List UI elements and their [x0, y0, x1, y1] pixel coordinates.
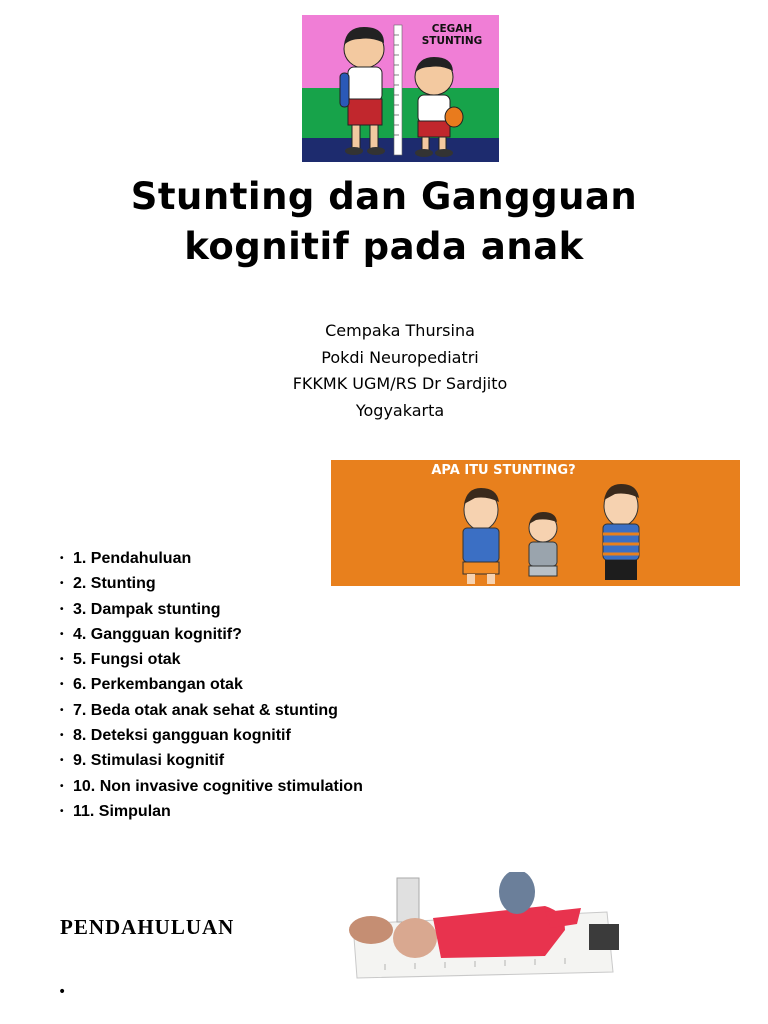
outline-item — [60, 698, 363, 723]
bullet-icon: • — [60, 654, 64, 666]
bullet-icon: • — [60, 603, 64, 615]
bullet-icon: • — [60, 679, 64, 691]
title-line1: Stunting dan Gangguan — [130, 175, 638, 218]
bullet-icon: • — [60, 704, 64, 716]
section-heading: PENDAHULUAN — [60, 915, 235, 939]
outline-item-text: 7. Beda otak anak sehat & stunting — [73, 701, 338, 719]
bullet-icon: • — [60, 578, 64, 590]
outline-item — [60, 748, 363, 773]
outline-item — [60, 597, 363, 622]
title-line2: kognitif pada anak — [184, 225, 584, 268]
three-children-drawing — [331, 460, 740, 586]
outline-item-text: 1. Pendahuluan — [73, 550, 192, 567]
bullet-icon: • — [60, 755, 64, 767]
bullet-icon: • — [60, 730, 64, 742]
outline-item — [60, 647, 363, 672]
infant-measurement-drawing — [345, 872, 621, 980]
outline-item — [60, 672, 363, 697]
author-institution: FKKMK UGM/RS Dr Sardjito — [292, 374, 508, 393]
page-title — [0, 172, 768, 272]
bullet-icon: • — [60, 805, 64, 817]
outline-item — [60, 571, 363, 596]
outline-item-text: 2. Stunting — [73, 575, 156, 593]
outline-item — [60, 546, 363, 571]
outline-item — [60, 723, 363, 748]
apa-itu-stunting-label: APA ITU STUNTING? — [431, 463, 576, 478]
empty-bullet: • — [58, 984, 67, 1000]
outline-item — [60, 774, 363, 799]
outline-item-text: 10. Non invasive cognitive stimulation — [73, 777, 363, 795]
outline-item-text: 11. Simpulan — [73, 802, 171, 820]
outline-list — [60, 546, 363, 824]
author-block — [0, 318, 768, 424]
author-city: Yogyakarta — [355, 400, 445, 420]
cegah-label-line2: STUNTING — [421, 35, 483, 47]
outline-item-text: 3. Dampak stunting — [73, 600, 221, 618]
cegah-stunting-label — [414, 23, 490, 47]
outline-item-text: 8. Deteksi gangguan kognitif — [73, 727, 291, 745]
outline-item-text: 6. Perkembangan otak — [73, 676, 243, 694]
outline-item-text: 4. Gangguan kognitif? — [73, 625, 242, 643]
outline-item — [60, 799, 363, 824]
bullet-icon: • — [60, 628, 64, 640]
bullet-icon: • — [60, 553, 64, 564]
cegah-label-line1: CEGAH — [431, 23, 473, 35]
bullet-icon: • — [60, 780, 64, 792]
outline-item-text: 9. Stimulasi kognitif — [73, 752, 225, 770]
infant-measurement-photo — [345, 872, 621, 980]
outline-item-text: 5. Fungsi otak — [73, 651, 181, 669]
cegah-stunting-illustration — [302, 15, 499, 162]
author-name: Cempaka Thursina — [325, 321, 475, 340]
apa-itu-stunting-illustration — [331, 460, 740, 586]
outline-item — [60, 622, 363, 647]
author-group: Pokdi Neuropediatri — [321, 347, 479, 367]
